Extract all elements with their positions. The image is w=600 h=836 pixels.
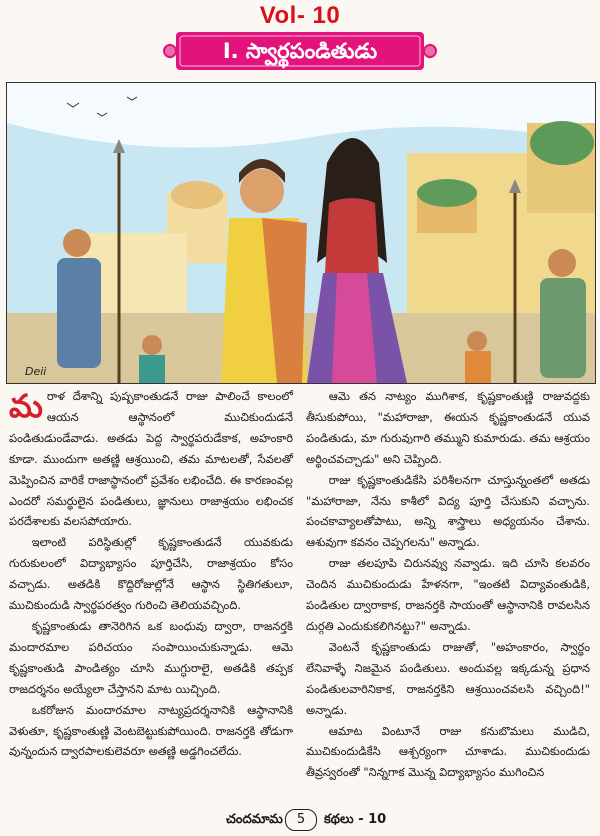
paragraph: మరాళ దేశాన్ని పుష్పకాంతుడనే రాజు పాలించే కాలంలో ఆయన ఆస్థానంలో ముచికుందుడనే పండితుడుండేవాడు. అతడు పెద్ద స్వార్థపరుడేకాక, అహంకారి కూడా. ముందుగా అతణ్ణి ఆశ్రయించి, తమ మాటలతో, సేవలతో మెప్పించిన వారికే రాజాస్థానంలో ప్రవేశం లభించేది. ఈ కారణంవల్ల ఎందరో సమర్థులైన పండితులు, జ్ఞానులు రాజాశ్రయం లభించక పరదేశాలకు వలసపోయారు. (9, 387, 293, 529)
paragraph: ఇలాంటి పరిస్థితుల్లో కృష్ణకాంతుడనే యువకుడు గురుకులంలో విద్యాభ్యాసం పూర్తిచేసి, రాజాశ్రయం కోసం వచ్చాడు. అతడికి కొద్దిరోజుల్లోనే ఆస్థాన స్థితిగతులూ, ముచికుందుడి స్వార్థపరత్వం గురించి తెలియవచ్చింది. (9, 535, 293, 613)
page-footer (0, 806, 600, 834)
right-text-column (306, 386, 590, 783)
paragraph: ఆమాట వింటూనే రాజు కనుబొమలు ముడిచి, ముచికుందుడికేసి ఆశ్చర్యంగా చూశాడు. ముచికుందుడు తీవ్రస్వరంతో "నిన్నగాక మొన్న విద్యాభ్యాసం ముగించిన (306, 723, 590, 780)
left-text-column (9, 386, 293, 762)
story-title: I. స్వార్థపండితుడు (222, 39, 378, 63)
paragraph: రాజు కృష్ణకాంతుడికేసి పరిశీలనగా చూస్తున్నంతలో అతడు "మహారాజా, నేను కాశీలో విద్య పూర్తి చేసుకుని వచ్చాను. పంచకావ్యాలతోపాటు, అన్ని శాస్త్రాలు అధ్యయనం చేశాను. ఆశువుగా కవనం చెప్పగలను" అన్నాడు. (306, 472, 590, 550)
paragraph: వెంటనే కృష్ణకాంతుడు రాజుతో, "అహంకారం, స్వార్థం లేనివాళ్ళే నిజమైన పండితులు. అందువల్ల ఇక్కడున్న ప్రధాన పండితులవారినికాక, రాజనర్తకిని ఆశ్రయించవలసి వచ్చింది!" అన్నాడు. (306, 639, 590, 717)
artist-signature: Deii (25, 365, 47, 378)
volume-label: Vol- 10 (259, 2, 341, 29)
section-label: కథలు - 10 (324, 812, 387, 827)
title-banner (162, 30, 438, 72)
magazine-name: చందమామ (226, 812, 283, 827)
paragraph: రాజు తలపూపి చిరునవ్వు నవ్వాడు. ఇది చూసి కలవరం చెందిన ముచికుందుడు హేళనగా, "ఇంతటి విద్యావంతుడికి, పండితుల ద్వారాకాక, రాజనర్తకి సాయంతో ఆస్థానానికి రావలసిన దుర్గతి ఎందుకుకలిగినట్టు?" అన్నాడు. (306, 556, 590, 633)
paragraph: ఆమె తన నాట్యం ముగిశాక, కృష్ణకాంతుణ్ణి రాజువద్దకు తీసుకుపోయి, "మహారాజా, ఈయన కృష్ణకాంతుడనే యువ పండితుడు, మా గురువుగారి తమ్ముని కుమారుడు. తమ ఆశ్రయం అర్థించవచ్చాడు" అని చెప్పింది. (306, 389, 590, 466)
paragraph: కృష్ణకాంతుడు తానెరిగిన ఒక బంధువు ద్వారా, రాజనర్తకి మందారమాల పరిచయం సంపాయించుకున్నాడు. ఆమె కృష్ణకాంతుడి పాండిత్యం చూసి ముగ్ధురాలై, అతడికి తప్పక రాజదర్శనం అయ్యేలా చేస్తానని మాట యిచ్చింది. (9, 618, 293, 696)
drop-cap: మ (9, 387, 43, 425)
page-number: 5 (285, 809, 317, 831)
story-illustration (6, 82, 596, 384)
paragraph: ఒకరోజున మందారమాల నాట్యప్రదర్శనానికి ఆస్థానానికి వెళుతూ, కృష్ణకాంతుణ్ణి వెంటబెట్టుకుపోయింది. రాజనర్తకి తోడుగా వున్నందున ద్వారపాలకులెవరూ అతణ్ణి అడ్డగించలేదు. (9, 702, 293, 759)
